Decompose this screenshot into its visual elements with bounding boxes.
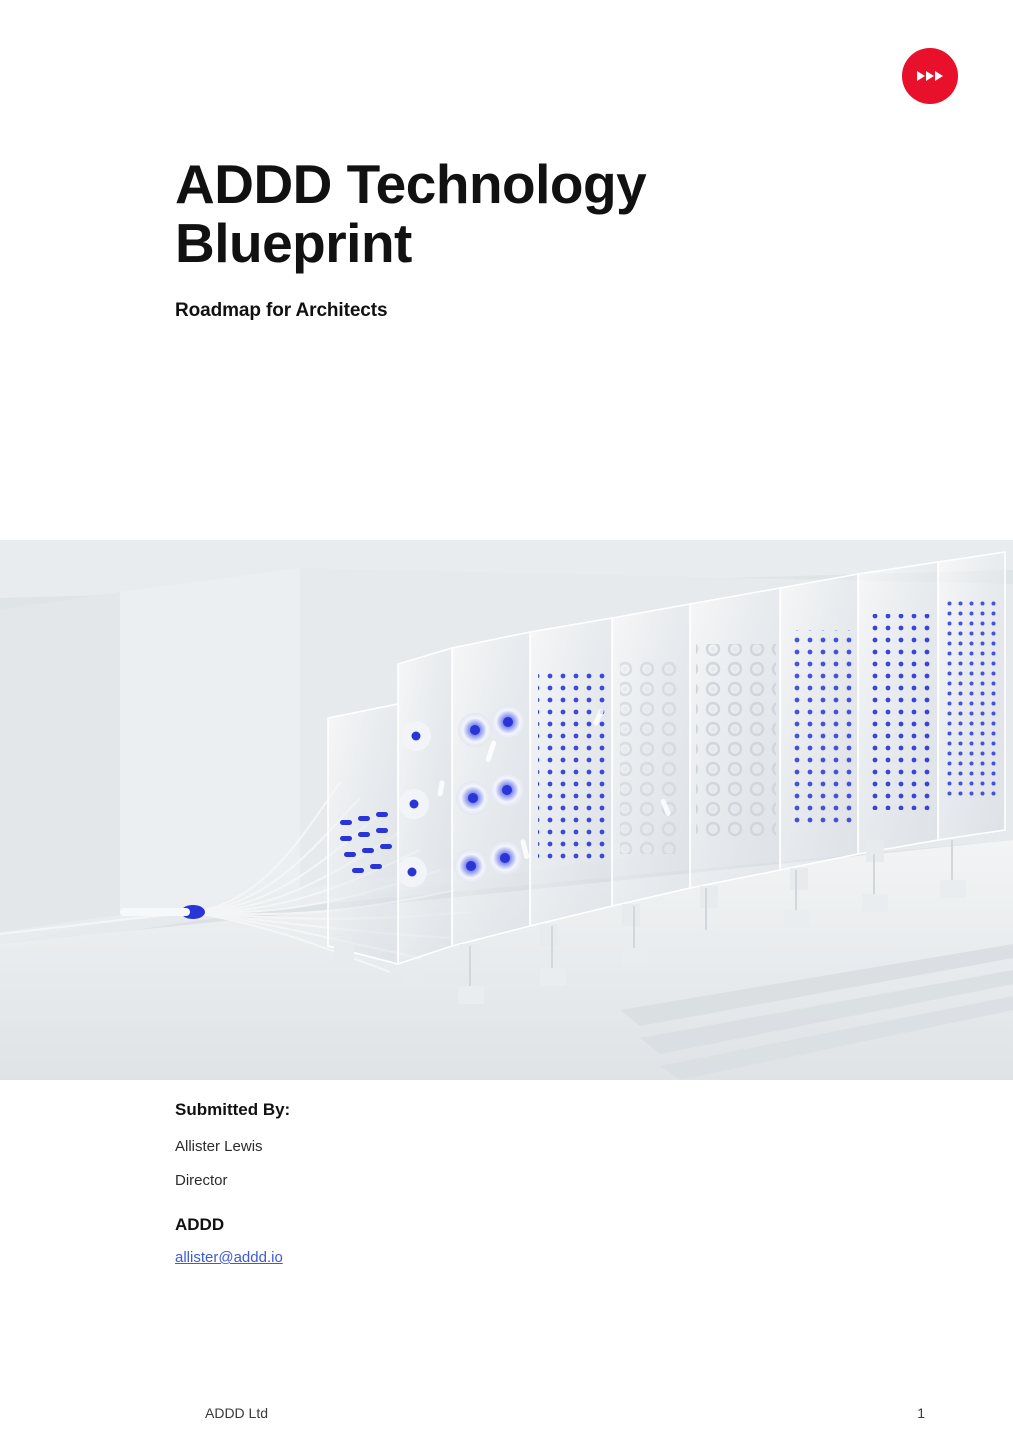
submitter-company: ADDD <box>175 1215 225 1234</box>
submitted-by-block <box>175 1100 675 1267</box>
page-footer <box>0 1405 1013 1425</box>
footer-page-number: 1 <box>917 1405 925 1421</box>
footer-org: ADDD Ltd <box>205 1405 269 1421</box>
triple-chevron-right-icon <box>915 68 945 84</box>
hero-image <box>0 540 1013 1080</box>
page-title: ADDD Technology Blueprint <box>175 153 647 275</box>
submitted-by-label: Submitted By: <box>175 1100 291 1119</box>
title-block <box>175 155 815 322</box>
submitter-email-link[interactable]: allister@addd.io <box>175 1249 283 1266</box>
submitter-name: Allister Lewis <box>175 1138 263 1155</box>
page-subtitle: Roadmap for Architects <box>175 299 388 321</box>
submitter-role: Director <box>175 1172 228 1189</box>
addd-logo <box>902 48 958 104</box>
